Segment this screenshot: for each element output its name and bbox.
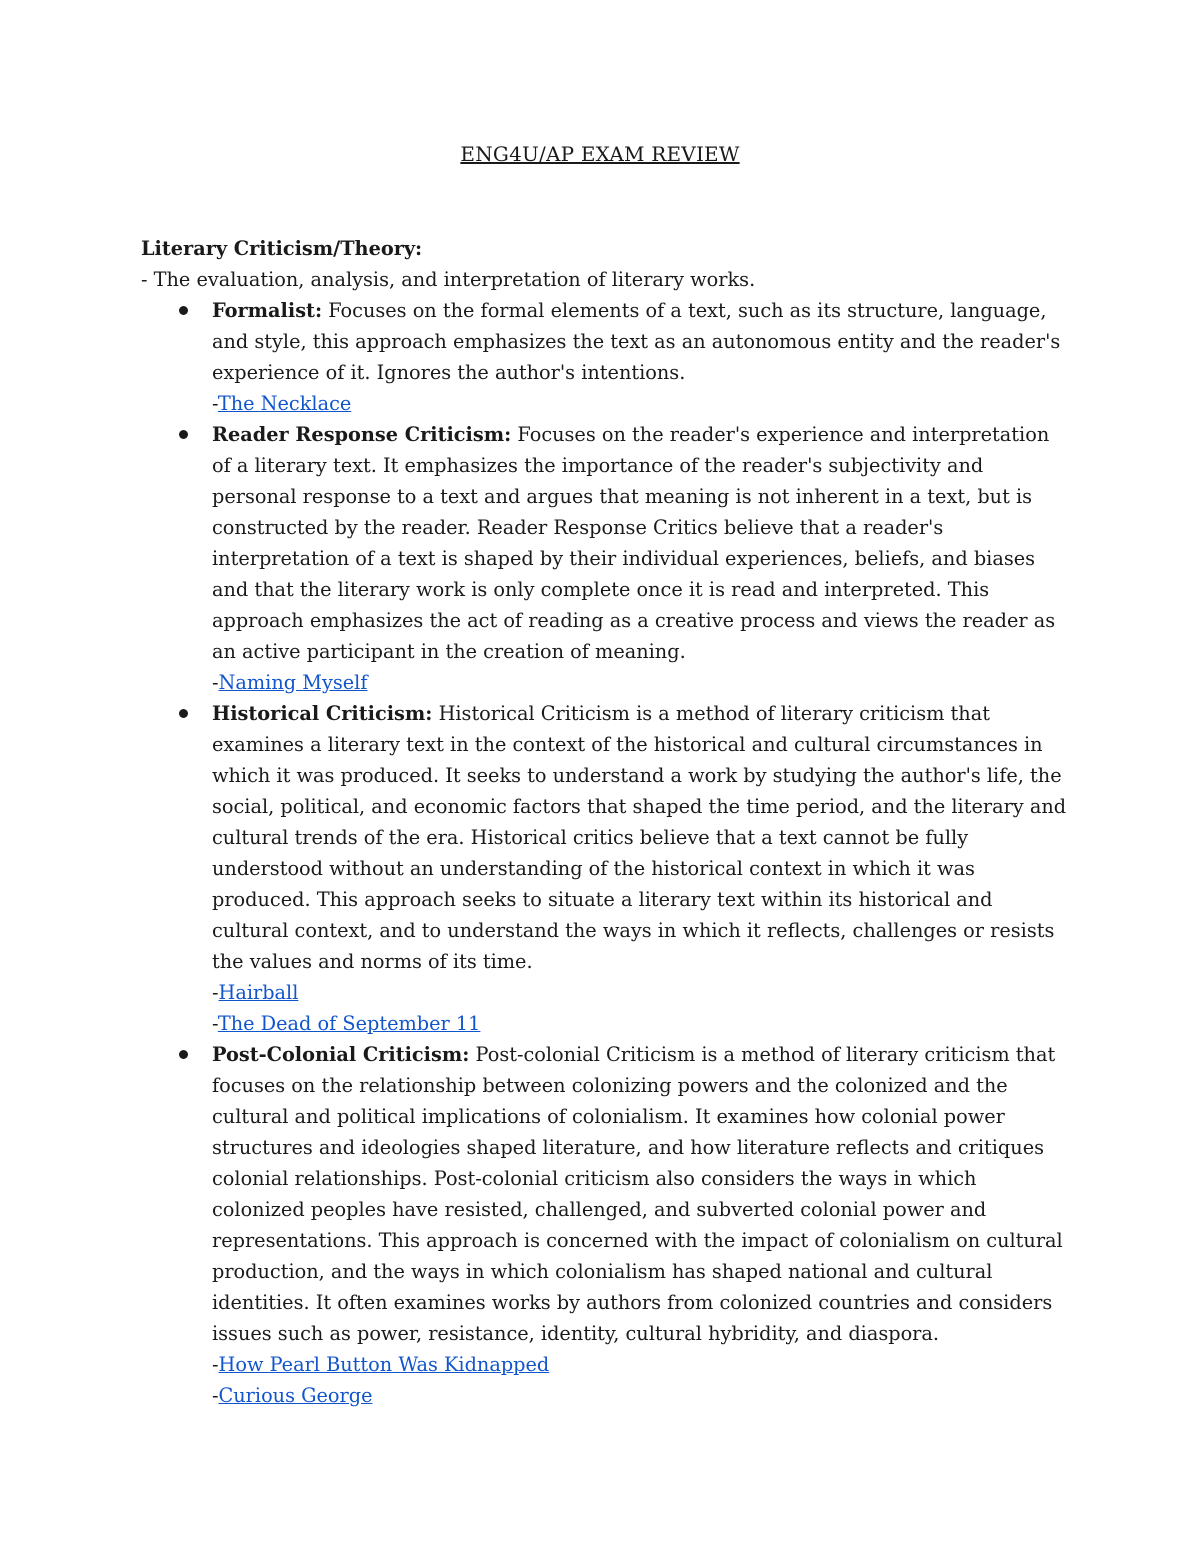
term-label: Historical Criticism: <box>212 702 433 725</box>
example-dash: - <box>212 392 218 415</box>
bullet-icon <box>179 430 188 439</box>
example-link-curious-george[interactable]: Curious George <box>218 1384 373 1407</box>
term-label: Formalist: <box>212 299 323 322</box>
list-item-reader-response <box>141 419 1071 698</box>
bullet-icon <box>179 306 188 315</box>
example-dash: - <box>212 1012 218 1035</box>
example-dash: - <box>212 981 219 1004</box>
section-intro: - The evaluation, analysis, and interpretation of literary works. <box>141 268 756 291</box>
example-line <box>212 1349 1071 1380</box>
term-label: Reader Response Criticism: <box>212 423 512 446</box>
term-description: Historical Criticism is a method of literary criticism that examines a literary text in the context of the historical and cultural circumstances in which it was produced. It seeks to understand a work by studying the author's life, the social, political, and economic factors that shaped the time period, and the literary and cultural trends of the era. Historical critics believe that a text cannot be fully understood without an understanding of the historical context in which it was produced. This approach seeks to situate a literary text within its historical and cultural context, and to understand the ways in which it reflects, challenges or resists the values and norms of its time. <box>212 702 1067 973</box>
example-link-the-necklace[interactable]: The Necklace <box>217 392 352 415</box>
bullet-icon <box>179 709 188 718</box>
example-line <box>212 1380 1071 1411</box>
section-heading: Literary Criticism/Theory: <box>141 237 423 260</box>
list-item-historical <box>141 698 1071 1039</box>
example-dash: - <box>212 1384 219 1407</box>
term-description: Focuses on the formal elements of a text, such as its structure, language, and style, this approach emphasizes the text as an autonomous entity and the reader's experience of it. Ignores the author's intentions. <box>212 299 1061 384</box>
list-item-formalist <box>141 295 1071 419</box>
example-dash: - <box>212 671 219 694</box>
example-link-hairball[interactable]: Hairball <box>218 981 299 1004</box>
criticism-list <box>141 295 1071 1411</box>
example-dash: - <box>212 1353 219 1376</box>
list-item-post-colonial <box>141 1039 1071 1411</box>
document-title: ENG4U/AP EXAM REVIEW <box>460 142 740 166</box>
example-line <box>212 388 1071 419</box>
bullet-icon <box>179 1050 188 1059</box>
example-line <box>212 667 1071 698</box>
term-description: Post-colonial Criticism is a method of literary criticism that focuses on the relationship between colonizing powers and the colonized and the cultural and political implications of colonialism. It examines how colonial power structures and ideologies shaped literature, and how literature reflects and critiques colonial relationships. Post-colonial criticism also considers the ways in which colonized peoples have resisted, challenged, and subverted colonial power and representations. This approach is concerned with the impact of colonialism on cultural production, and the ways in which colonialism has shaped national and cultural identities. It often examines works by authors from colonized countries and considers issues such as power, resistance, identity, cultural hybridity, and diaspora. <box>212 1043 1063 1345</box>
example-link-how-pearl-button-was-kidnapped[interactable]: How Pearl Button Was Kidnapped <box>218 1353 550 1376</box>
document-body <box>141 233 1071 1411</box>
term-label: Post-Colonial Criticism: <box>212 1043 470 1066</box>
term-description: Focuses on the reader's experience and interpretation of a literary text. It emphasizes the importance of the reader's subjectivity and personal response to a text and argues that meaning is not inherent in a text, but is constructed by the reader. Reader Response Critics believe that a reader's interpretation of a text is shaped by their individual experiences, beliefs, and biases and that the literary work is only complete once it is read and interpreted. This approach emphasizes the act of reading as a creative process and views the reader as an active participant in the creation of meaning. <box>212 423 1056 663</box>
example-link-the-dead-of-september-11[interactable]: The Dead of September 11 <box>217 1012 481 1035</box>
example-line <box>212 1008 1071 1039</box>
example-line <box>212 977 1071 1008</box>
example-link-naming-myself[interactable]: Naming Myself <box>218 671 368 694</box>
